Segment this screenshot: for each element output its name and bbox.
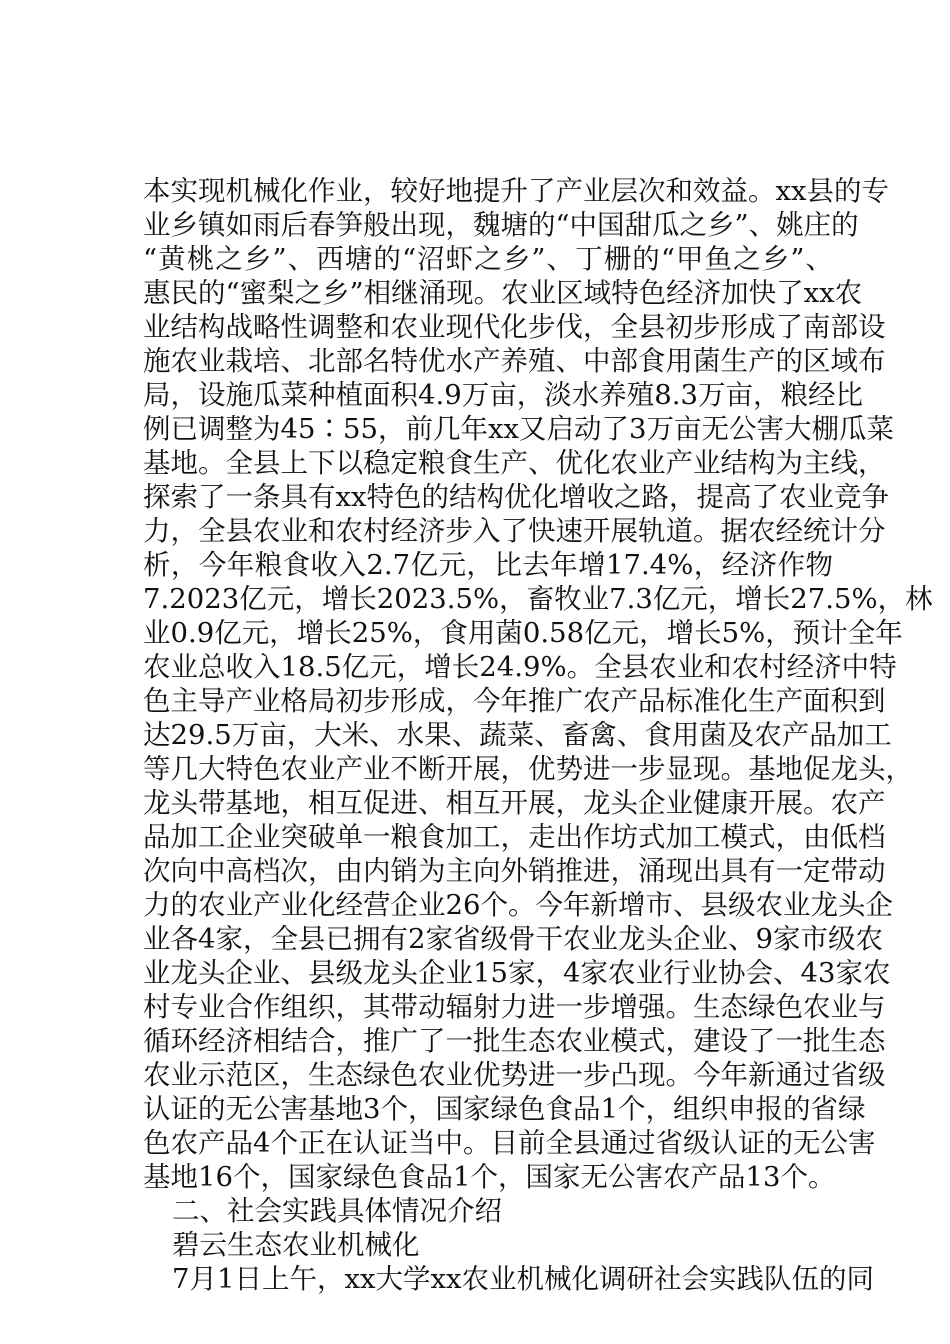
body-line: 业龙头企业、县级龙头企业15家，4家农业行业协会、43家农 bbox=[143, 957, 891, 989]
body-line: 本实现机械化作业，较好地提升了产业层次和效益。xx县的专 bbox=[143, 175, 890, 207]
body-line: 色农产品4个正在认证当中。目前全县通过省级认证的无公害 bbox=[143, 1127, 876, 1159]
body-line: 力，全县农业和农村经济步入了快速开展轨道。据农经统计分 bbox=[143, 515, 886, 547]
body-line: 循环经济相结合，推广了一批生态农业模式，建设了一批生态 bbox=[143, 1025, 886, 1057]
body-line: 次向中高档次，由内销为主向外销推进，涌现出具有一定带动 bbox=[143, 855, 886, 887]
body-line: 认证的无公害基地3个，国家绿色食品1个，组织申报的省绿 bbox=[143, 1093, 866, 1125]
subheading: 碧云生态农业机械化 bbox=[172, 1229, 420, 1261]
body-line: “黄桃之乡”、西塘的“沼虾之乡”、丁栅的“甲鱼之乡”、 bbox=[143, 243, 833, 275]
body-line: 业结构战略性调整和农业现代化步伐，全县初步形成了南部设 bbox=[143, 311, 886, 343]
body-line: 施农业栽培、北部名特优水产养殖、中部食用菌生产的区域布 bbox=[143, 345, 886, 377]
body-line: 达29.5万亩，大米、水果、蔬菜、畜禽、食用菌及农产品加工 bbox=[143, 719, 892, 751]
body-line: 力的农业产业化经营企业26个。今年新增市、县级农业龙头企 bbox=[143, 889, 893, 921]
body-line: 村专业合作组织，其带动辐射力进一步增强。生态绿色农业与 bbox=[143, 991, 886, 1023]
body-line: 惠民的“蜜梨之乡”相继涌现。农业区域特色经济加快了xx农 bbox=[143, 277, 863, 309]
body-line: 业乡镇如雨后春笋般出现，魏塘的“中国甜瓜之乡”、姚庄的 bbox=[143, 209, 859, 241]
body-line: 例已调整为45∶55，前几年xx又启动了3万亩无公害大棚瓜菜 bbox=[143, 413, 894, 445]
body-line: 品加工企业突破单一粮食加工，走出作坊式加工模式，由低档 bbox=[143, 821, 886, 853]
body-line: 析，今年粮食收入2.7亿元，比去年增17.4%，经济作物 bbox=[143, 549, 833, 581]
body-line: 等几大特色农业产业不断开展，优势进一步显现。基地促龙头， bbox=[143, 753, 913, 785]
body-line: 基地16个，国家绿色食品1个，国家无公害农产品13个。 bbox=[143, 1161, 836, 1193]
body-line: 色主导产业格局初步形成，今年推广农产品标准化生产面积到 bbox=[143, 685, 886, 717]
body-line: 龙头带基地，相互促进、相互开展，龙头企业健康开展。农产 bbox=[143, 787, 886, 819]
body-line: 业各4家，全县已拥有2家省级骨干农业龙头企业、9家市级农 bbox=[143, 923, 883, 955]
body-line: 探索了一条具有xx特色的结构优化增收之路，提高了农业竞争 bbox=[143, 481, 890, 513]
body-line: 7.2023亿元，增长2023.5%，畜牧业7.3亿元，增长27.5%，林 bbox=[143, 583, 933, 615]
body-line: 农业总收入18.5亿元，增长24.9%。全县农业和农村经济中特 bbox=[143, 651, 897, 683]
body-line: 局，设施瓜菜种植面积4.9万亩，淡水养殖8.3万亩，粮经比 bbox=[143, 379, 863, 411]
body-line: 基地。全县上下以稳定粮食生产、优化农业产业结构为主线， bbox=[143, 447, 886, 479]
section-heading: 二、社会实践具体情况介绍 bbox=[172, 1195, 502, 1227]
paragraph-start: 7月1日上午，xx大学xx农业机械化调研社会实践队伍的同 bbox=[172, 1263, 875, 1295]
body-line: 业0.9亿元，增长25%，食用菌0.58亿元，增长5%，预计全年 bbox=[143, 617, 903, 649]
body-line: 农业示范区，生态绿色农业优势进一步凸现。今年新通过省级 bbox=[143, 1059, 886, 1091]
